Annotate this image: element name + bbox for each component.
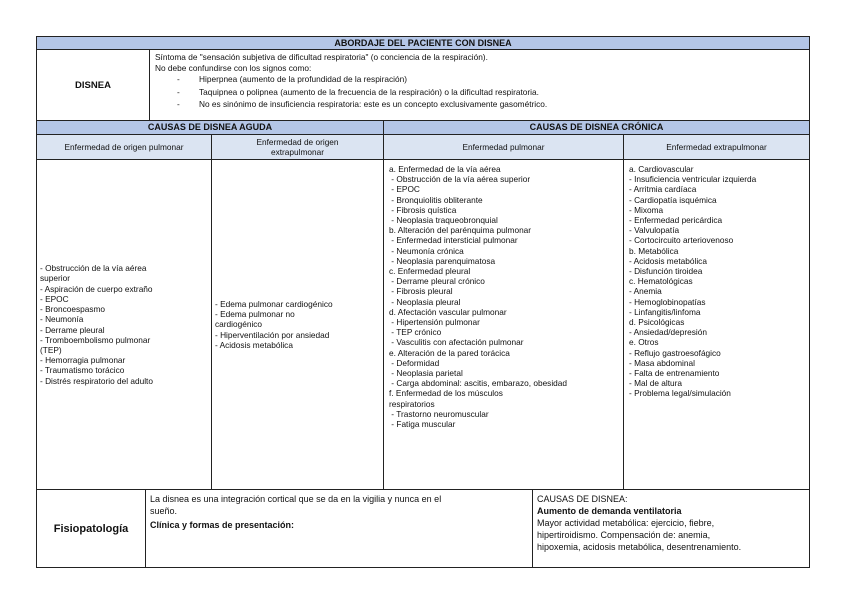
page-title: ABORDAJE DEL PACIENTE CON DISNEA (36, 36, 810, 50)
list-item: - Edema pulmonar cardiogénico (215, 298, 333, 309)
list-item: - EPOC (40, 293, 69, 304)
list-item: - Arritmia cardíaca (629, 184, 697, 195)
list-item: - Ansiedad/depresión (629, 327, 707, 338)
list-item: - Fibrosis quística (389, 204, 457, 215)
list-item: - Hemoglobinopatías (629, 296, 706, 307)
list-item: - Cortocircuito arteriovenoso (629, 235, 734, 246)
list-item (177, 99, 804, 109)
list-item: a. Enfermedad de la vía aérea (389, 164, 501, 174)
list-item: respiratorios (389, 398, 435, 409)
list-item: b. Alteración del parénquima pulmonar (389, 225, 532, 236)
list-item: - Neoplasia parietal (389, 368, 463, 379)
list-item: - Derrame pleural (40, 324, 105, 335)
list-item: e. Alteración de la pared torácica (389, 347, 510, 358)
header-text: Enfermedad pulmonar (462, 141, 545, 152)
list-item: - Hiperventilación por ansiedad (215, 329, 330, 340)
list-item: - Enfermedad intersticial pulmonar (389, 235, 518, 246)
label-text: Fisiopatología (53, 522, 129, 535)
bullet-mark: - (177, 74, 180, 85)
acute-extrapulmonar-header (211, 134, 384, 160)
disnea-label-text: DISNEA (75, 79, 111, 91)
list-item: cardiogénico (215, 319, 263, 330)
list-item: - Neumonía crónica (389, 245, 464, 256)
acute-pulmonar-list (36, 159, 212, 490)
list-item: d. Psicológicas (629, 317, 685, 328)
list-item: - Enfermedad pericárdica (629, 215, 723, 226)
list-item: d. Afectación vascular pulmonar (389, 306, 507, 317)
list-item: e. Otros (629, 337, 659, 348)
list-item: - Valvulopatía (629, 225, 680, 236)
fisiopatologia-text (145, 489, 533, 568)
chronic-header: CAUSAS DE DISNEA CRÓNICA (383, 120, 810, 135)
clinica-heading: Clínica y formas de presentación: (150, 520, 295, 530)
list-item: - Deformidad (389, 357, 440, 368)
list-item: - Edema pulmonar no (215, 309, 295, 320)
list-item: - Derrame pleural crónico (389, 276, 485, 287)
list-item: b. Metabólica (629, 245, 679, 256)
list-item: - Neoplasia pleural (389, 296, 461, 307)
list-item: - Hemorragia pulmonar (40, 355, 126, 366)
list-item: - Acidosis metabólica (629, 255, 707, 266)
acute-pulmonar-header (36, 134, 212, 160)
list-item: - Fibrosis pleural (389, 286, 453, 297)
list-item: a. Cardiovascular (629, 164, 694, 174)
chronic-extrapulmonar-header (623, 134, 810, 160)
disnea-bullets (155, 74, 804, 109)
list-item: c. Enfermedad pleural (389, 266, 471, 277)
list-item: - Distrés respiratorio del adulto (40, 375, 153, 386)
bullet-text: Hiperpnea (aumento de la profundidad de la respiración) (199, 74, 408, 85)
list-item: - Neoplasia traqueobronquial (389, 215, 498, 226)
bullet-mark: - (177, 98, 180, 109)
acute-extrapulmonar-list (211, 159, 384, 490)
list-item: - Broncoespasmo (40, 304, 106, 315)
list-item: - Vasculitis con afectación pulmonar (389, 337, 524, 348)
list-item: - Obstrucción de la vía aérea superior (389, 174, 531, 185)
list-item: - EPOC (389, 184, 420, 195)
header-text: Enfermedad de origen extrapulmonar (256, 136, 339, 157)
list-item: - Trastorno neuromuscular (389, 408, 489, 419)
list-item: - Aspiración de cuerpo extraño (40, 283, 153, 294)
list-item: - Mal de altura (629, 378, 683, 389)
disnea-line-2: No debe confundirse con los signos como: (155, 63, 312, 74)
list-item: - Fatiga muscular (389, 419, 456, 430)
fisiopatologia-label (36, 489, 146, 568)
list-item (177, 74, 804, 84)
list-item: - Traumatismo torácico (40, 365, 125, 376)
list-item: superior (40, 273, 70, 284)
list-item: - TEP crónico (389, 327, 442, 338)
chronic-pulmonar-list (383, 159, 624, 490)
disnea-definition (149, 49, 810, 121)
disnea-label (36, 49, 150, 121)
chronic-extrapulmonar-list (623, 159, 810, 490)
demanda-line: Mayor actividad metabólica: ejercicio, fiebre, (537, 518, 715, 528)
disnea-line-1: Síntoma de "sensación subjetiva de dificultad respiratoria" (o conciencia de la respiración). (155, 52, 488, 62)
list-item: - Obstrucción de la vía aérea (40, 263, 147, 274)
list-item: (TEP) (40, 344, 62, 355)
list-item: - Hipertensión pulmonar (389, 317, 480, 328)
chronic-pulmonar-header (383, 134, 624, 160)
list-item: - Disfunción tiroidea (629, 266, 703, 277)
list-item: - Cardiopatía isquémica (629, 194, 717, 205)
list-item (177, 87, 804, 97)
bullet-text: No es sinónimo de insuficiencia respiratoria: este es un concepto exclusivamente gasométrico. (199, 98, 548, 109)
header-text: Enfermedad de origen pulmonar (64, 141, 184, 152)
demanda-line: hipertiroidismo. Compensación de: anemia, (537, 530, 711, 540)
demanda-line: hipoxemia, acidosis metabólica, desentrenamiento. (537, 542, 742, 552)
bullet-mark: - (177, 86, 180, 97)
list-item: - Carga abdominal: ascitis, embarazo, obesidad (389, 378, 568, 389)
list-item: - Mixoma (629, 204, 664, 215)
list-item: c. Hematológicas (629, 276, 693, 287)
list-item: - Insuficiencia ventricular izquierda (629, 174, 757, 185)
list-item: - Bronquiolitis obliterante (389, 194, 483, 205)
acute-header: CAUSAS DE DISNEA AGUDA (36, 120, 384, 135)
list-item: - Tromboembolismo pulmonar (40, 334, 151, 345)
list-item: - Neoplasia parenquimatosa (389, 255, 496, 266)
list-item: - Linfangitis/linfoma (629, 306, 701, 317)
causas-title: CAUSAS DE DISNEA: (537, 494, 628, 504)
list-item: - Acidosis metabólica (215, 339, 293, 350)
fisio-line-2: sueño. (150, 506, 178, 516)
list-item: - Masa abdominal (629, 357, 695, 368)
list-item: - Problema legal/simulación (629, 388, 731, 399)
list-item: - Anemia (629, 286, 662, 297)
list-item: - Reflujo gastroesofágico (629, 347, 721, 358)
list-item: - Falta de entrenamiento (629, 368, 720, 379)
list-item: - Neumonía (40, 314, 84, 325)
bullet-text: Taquipnea o polipnea (aumento de la frecuencia de la respiración) o la dificultad respiratoria. (199, 86, 539, 97)
header-text: Enfermedad extrapulmonar (666, 141, 767, 152)
demanda-title: Aumento de demanda ventilatoria (537, 506, 682, 516)
fisio-line-1: La disnea es una integración cortical que se da en la vigilia y nunca en el (150, 494, 442, 504)
causas-disnea-box (532, 489, 810, 568)
list-item: f. Enfermedad de los músculos (389, 388, 503, 399)
